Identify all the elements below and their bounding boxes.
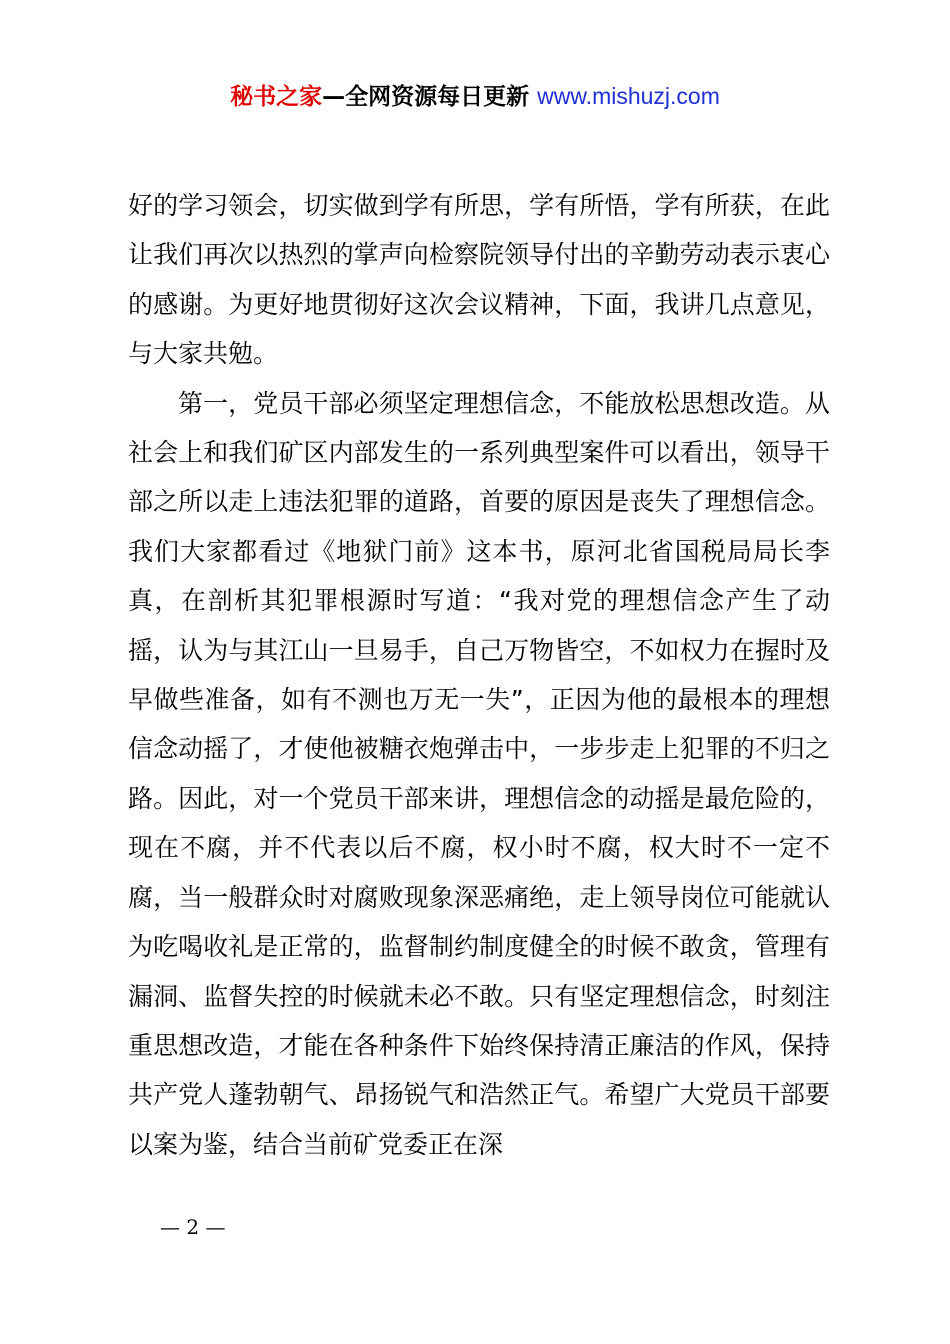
brand-name: 秘书之家 [230, 84, 323, 110]
paragraph-continued: 好的学习领会，切实做到学有所思，学有所悟，学有所获，在此让我们再次以热烈的掌声向检察院领导付出的辛勤劳动表示衷心的感谢。为更好地贯彻好这次会议精神，下面，我讲几点意见，与大家共勉。 [128, 191, 830, 369]
site-url-link[interactable]: www.mishuzj.com [537, 83, 720, 109]
site-header [0, 78, 950, 115]
page-number: — 2 — [160, 1215, 226, 1239]
paragraph-first-point: 第一，党员干部必须坚定理想信念，不能放松思想改造。从社会上和我们矿区内部发生的一系列典型案件可以看出，领导干部之所以走上违法犯罪的道路，首要的原因是丧失了理想信念。我们大家都看过《地狱门前》这本书，原河北省国税局局长李真，在剖析其犯罪根源时写道：“我对党的理想信念产生了动摇，认为与其江山一旦易手，自己万物皆空，不如权力在握时及早做些准备，如有不测也万无一失”，正因为他的最根本的理想信念动摇了，才使他被糖衣炮弹击中，一步步走上犯罪的不归之路。因此，对一个党员干部来讲，理想信念的动摇是最危险的，现在不腐，并不代表以后不腐，权小时不腐，权大时不一定不腐，当一般群众时对腐败现象深恶痛绝，走上领导岗位可能就认为吃喝收礼是正常的，监督制约制度健全的时候不敢贪，管理有漏洞、监督失控的时候就未必不敢。只有坚定理想信念，时刻注重思想改造，才能在各种条件下始终保持清正廉洁的作风，保持共产党人蓬勃朝气、昂扬锐气和浩然正气。希望广大党员干部要以案为鉴，结合当前矿党委正在深 [128, 388, 830, 1159]
document-body [128, 181, 830, 1169]
header-tagline: —全网资源每日更新 [322, 84, 530, 110]
